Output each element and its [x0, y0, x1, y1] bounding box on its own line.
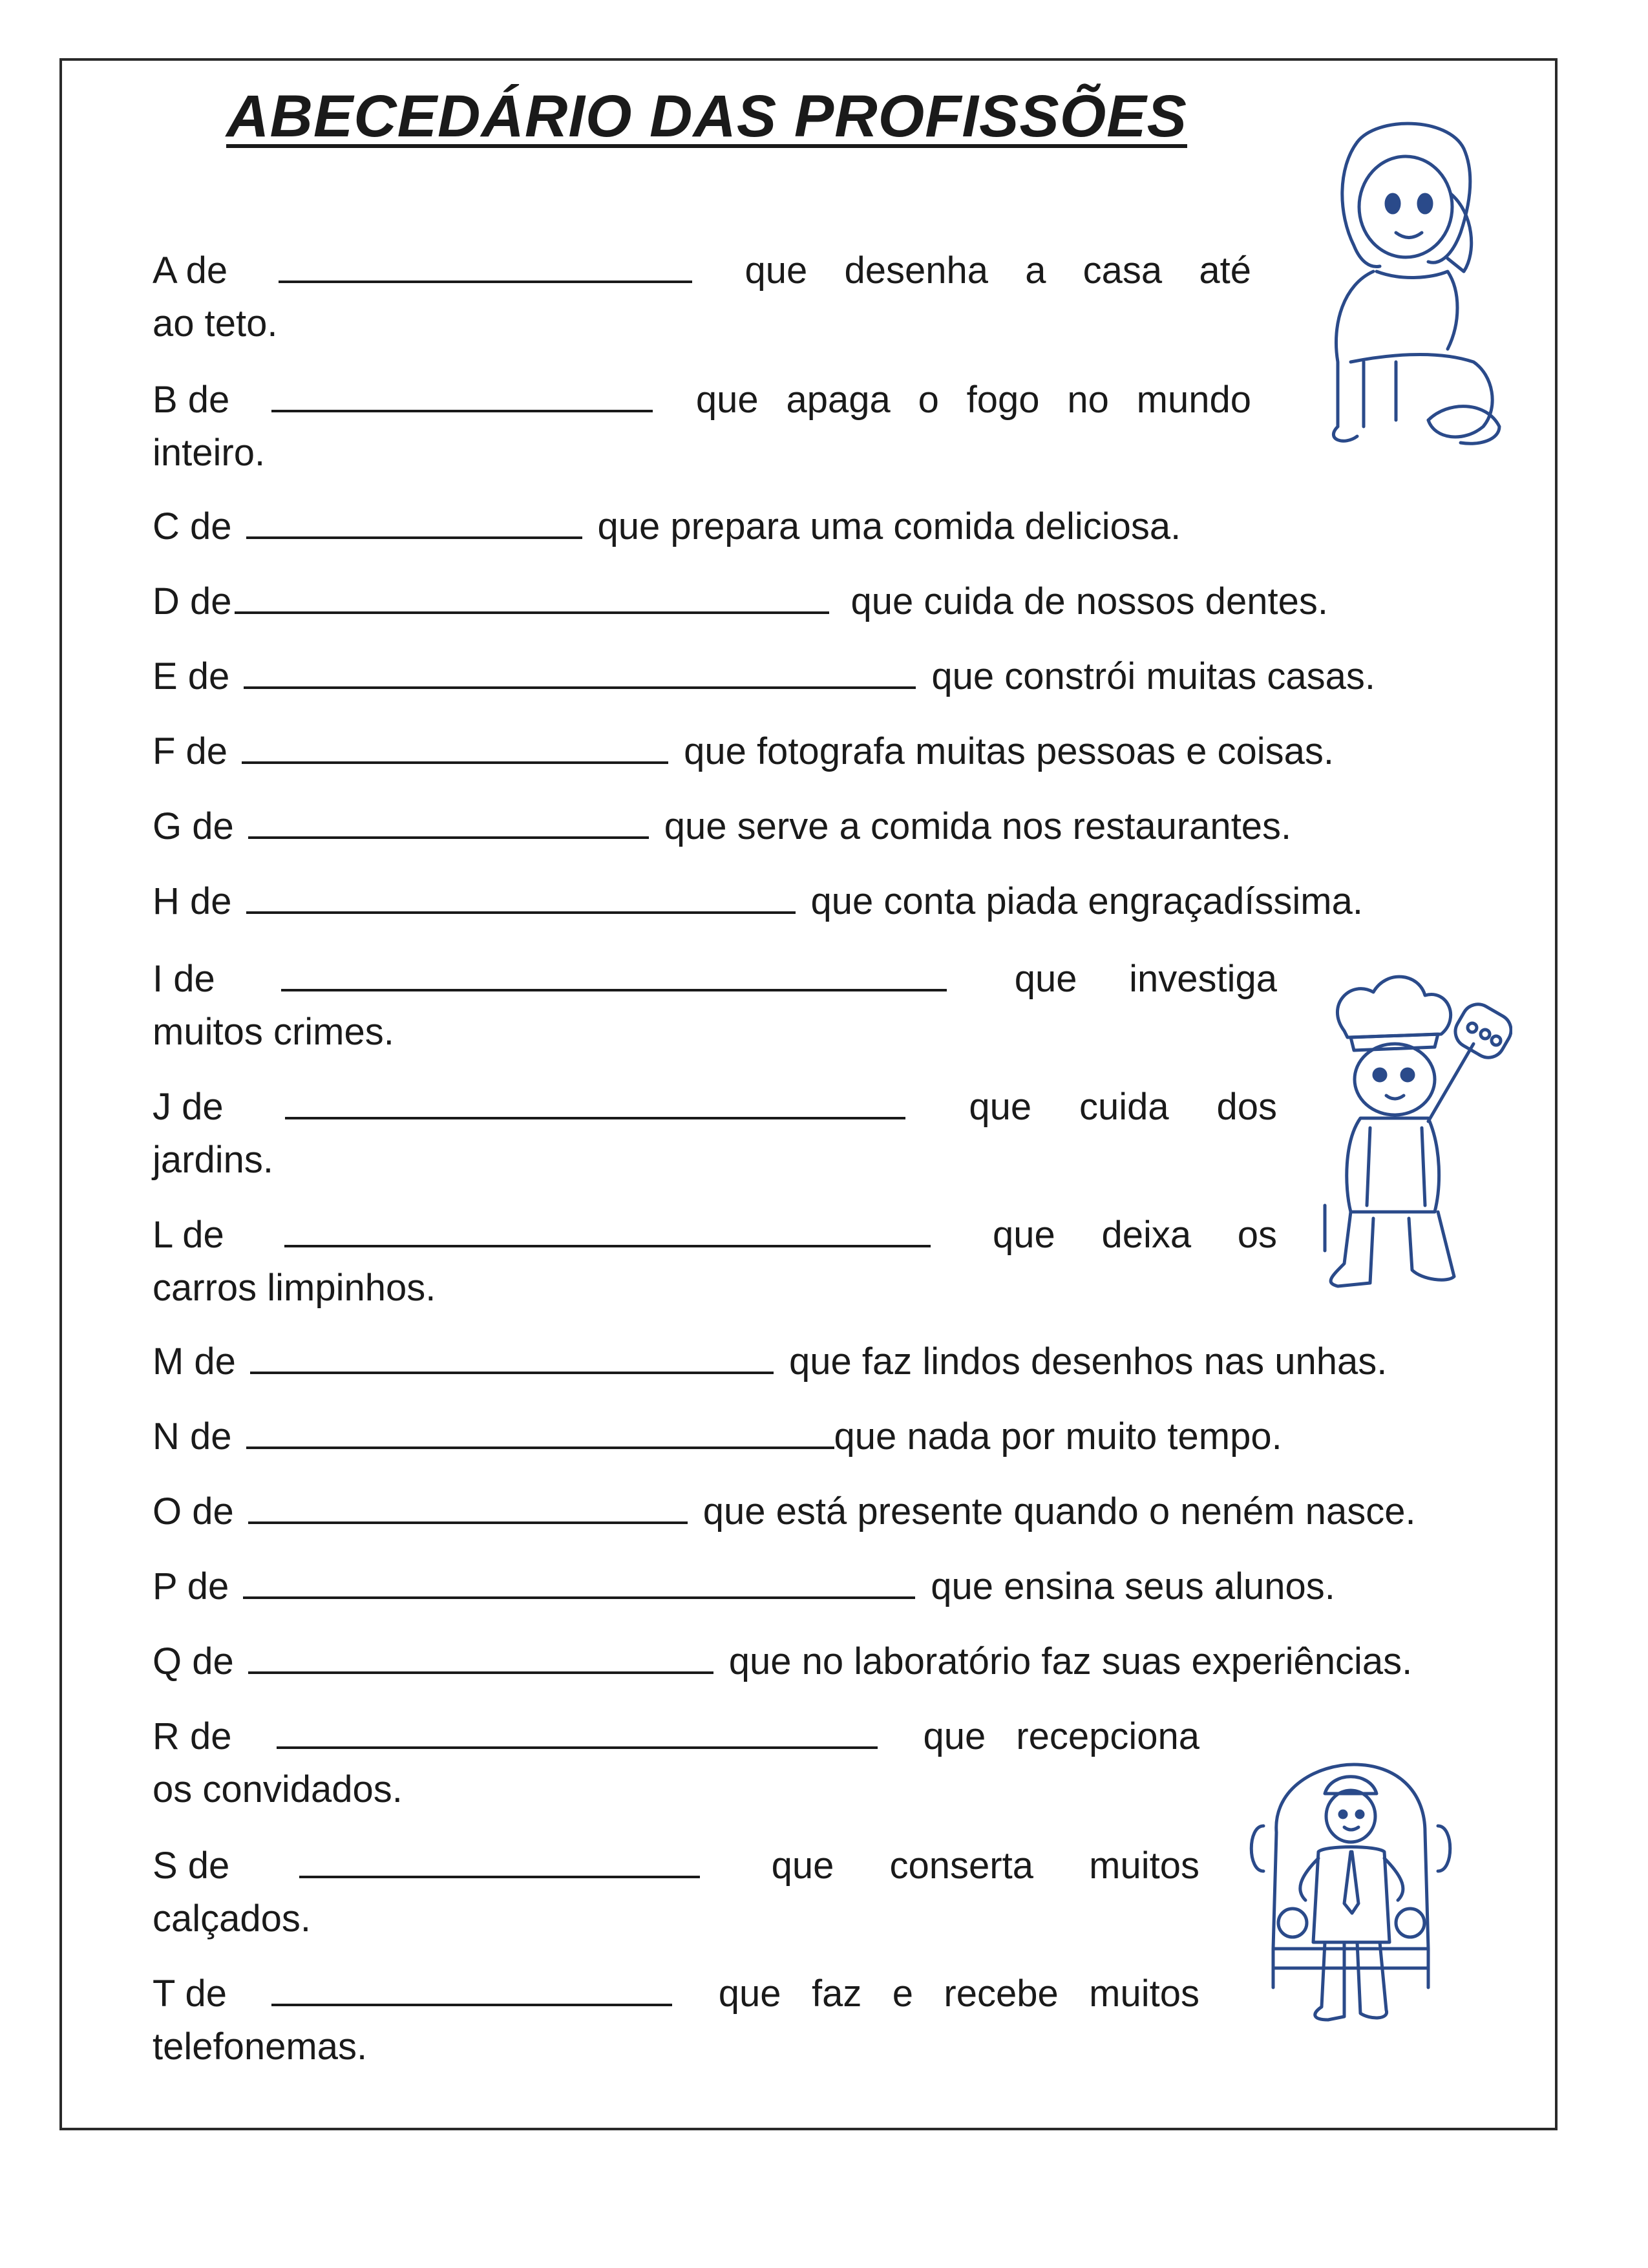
row-continuation: telefonemas.: [153, 2026, 368, 2068]
worksheet-row-f: [153, 725, 1334, 778]
worksheet-row-n: [153, 1410, 1282, 1463]
worksheet-row-q: [153, 1635, 1412, 1688]
answer-blank[interactable]: [277, 1721, 878, 1749]
row-letter: C de: [153, 505, 232, 547]
word: que: [969, 1086, 1032, 1128]
row-letter: Q de: [153, 1640, 234, 1682]
row-continuation: ao teto.: [153, 302, 278, 344]
word: recebe: [944, 1973, 1059, 2015]
answer-blank[interactable]: [235, 586, 829, 614]
row-letter: J de: [153, 1086, 224, 1128]
worksheet-row-e: [153, 650, 1375, 703]
word: os: [1237, 1214, 1277, 1256]
row-letter: R de: [153, 1715, 232, 1757]
word: dos: [1216, 1086, 1277, 1128]
word: deixa: [1101, 1214, 1192, 1256]
word: fogo: [966, 379, 1040, 421]
word: faz: [811, 1973, 862, 2015]
word: muitos: [1089, 1845, 1199, 1887]
row-text: que cuida de nossos dentes.: [850, 580, 1328, 622]
worksheet-row-m: [153, 1335, 1387, 1388]
word: que: [923, 1715, 986, 1757]
word: que: [718, 1973, 781, 2015]
word: que: [745, 249, 808, 291]
word: que: [1014, 958, 1077, 1000]
worksheet-row-s: [153, 1839, 1199, 1945]
answer-blank[interactable]: [271, 384, 653, 412]
chef-boy-illustration: [1299, 973, 1512, 1296]
word: cuida: [1079, 1086, 1169, 1128]
worksheet-row-i: [153, 953, 1277, 1059]
word: conserta: [889, 1845, 1033, 1887]
page-title: ABECEDÁRIO DAS PROFISSÕES: [226, 83, 1187, 149]
worksheet-row-h: [153, 875, 1363, 928]
worksheet-row-l: [153, 1209, 1277, 1315]
answer-blank[interactable]: [248, 1646, 713, 1674]
word: a: [1025, 249, 1046, 291]
row-letter: H de: [153, 880, 232, 922]
worksheet-row-a: [153, 244, 1251, 350]
row-letter: T de: [153, 1973, 227, 2015]
row-text: que serve a comida nos restaurantes.: [664, 805, 1292, 847]
row-letter: E de: [153, 655, 230, 697]
answer-blank[interactable]: [243, 1571, 915, 1599]
row-letter: D de: [153, 580, 232, 622]
answer-blank[interactable]: [246, 511, 582, 539]
answer-blank[interactable]: [299, 1850, 700, 1878]
word: desenha: [844, 249, 989, 291]
row-letter: F de: [153, 730, 228, 772]
word: investiga: [1129, 958, 1277, 1000]
worksheet-row-d: [153, 575, 1328, 628]
worksheet-row-o: [153, 1485, 1416, 1538]
answer-blank[interactable]: [271, 1978, 672, 2006]
row-continuation: carros limpinhos.: [153, 1267, 436, 1309]
row-text: que nada por muito tempo.: [834, 1415, 1282, 1457]
word: mundo: [1136, 379, 1251, 421]
answer-blank[interactable]: [246, 1421, 834, 1449]
answer-blank[interactable]: [284, 1219, 931, 1247]
worksheet-row-c: [153, 500, 1181, 553]
row-text: que no laboratório faz suas experiências.: [728, 1640, 1413, 1682]
row-continuation: inteiro.: [153, 432, 266, 474]
driver-in-car-illustration: [1241, 1755, 1461, 2033]
row-letter: A de: [153, 249, 228, 291]
worksheet-row-p: [153, 1560, 1335, 1613]
answer-blank[interactable]: [281, 963, 947, 991]
word: e: [892, 1973, 913, 2015]
answer-blank[interactable]: [246, 885, 796, 914]
worksheet-row-g: [153, 800, 1291, 853]
worksheet-row-r: [153, 1710, 1199, 1816]
word: apaga: [786, 379, 891, 421]
row-letter: I de: [153, 958, 215, 1000]
row-letter: S de: [153, 1845, 230, 1887]
row-text: que ensina seus alunos.: [931, 1565, 1335, 1607]
row-text: que prepara uma comida deliciosa.: [597, 505, 1181, 547]
row-continuation: muitos crimes.: [153, 1011, 394, 1053]
word: que: [771, 1845, 834, 1887]
answer-blank[interactable]: [285, 1091, 905, 1119]
word: casa: [1083, 249, 1163, 291]
answer-blank[interactable]: [279, 255, 692, 283]
worksheet-row-b: [153, 374, 1251, 480]
row-letter: G de: [153, 805, 234, 847]
answer-blank[interactable]: [248, 811, 649, 839]
row-continuation: calçados.: [153, 1898, 312, 1940]
answer-blank[interactable]: [250, 1346, 774, 1374]
girl-on-phone-illustration: [1299, 116, 1512, 465]
answer-blank[interactable]: [244, 661, 916, 689]
word: que: [993, 1214, 1055, 1256]
row-text: que faz lindos desenhos nas unhas.: [788, 1341, 1388, 1383]
word: recepciona: [1016, 1715, 1199, 1757]
row-continuation: jardins.: [153, 1139, 273, 1181]
row-text: que fotografa muitas pessoas e coisas.: [684, 730, 1334, 772]
row-letter: M de: [153, 1341, 236, 1383]
row-letter: P de: [153, 1565, 229, 1607]
row-continuation: os convidados.: [153, 1768, 403, 1810]
word: o: [918, 379, 939, 421]
row-letter: O de: [153, 1490, 234, 1532]
word: muitos: [1089, 1973, 1199, 2015]
word: até: [1199, 249, 1251, 291]
row-letter: N de: [153, 1415, 232, 1457]
answer-blank[interactable]: [242, 736, 668, 764]
row-letter: B de: [153, 379, 230, 421]
word: que: [695, 379, 759, 421]
row-text: que está presente quando o neném nasce.: [703, 1490, 1416, 1532]
row-text: que constrói muitas casas.: [931, 655, 1375, 697]
worksheet-row-j: [153, 1081, 1277, 1187]
row-text: que conta piada engraçadíssima.: [810, 880, 1363, 922]
word: no: [1067, 379, 1109, 421]
worksheet-row-t: [153, 1967, 1199, 2073]
answer-blank[interactable]: [248, 1496, 688, 1524]
row-letter: L de: [153, 1214, 224, 1256]
